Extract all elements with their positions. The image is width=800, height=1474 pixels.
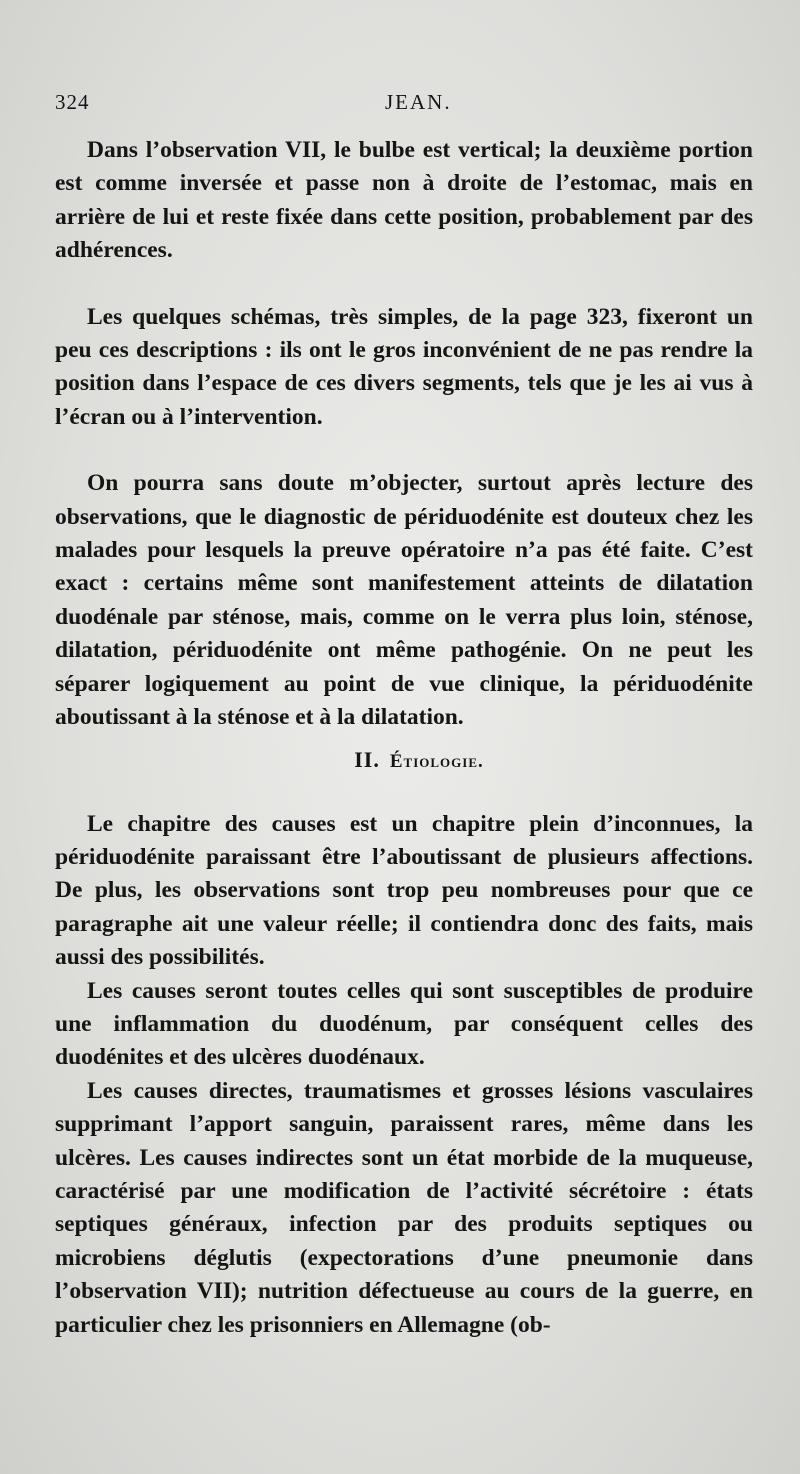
paragraph-causes-intro: Le chapitre des causes est un chapitre plein d’inconnues, la périduodénite paraissant être l’aboutissant de plusieurs affections. De plus, les observations sont trop peu nombreuses pour que ce paragraphe ait une valeur réelle; il contiendra donc des faits, mais aussi des possibilités.	[55, 810, 753, 971]
section-heading	[55, 743, 753, 778]
paragraph-causes-inflammation: Les causes seront toutes celles qui sont susceptibles de produire une inflammation du duodénum, par conséquent celles des duodénites et des ulcères duodénaux.	[55, 977, 753, 1071]
running-title: JEAN.	[385, 90, 452, 114]
paragraph-causes-directes: Les causes directes, traumatismes et grosses lésions vasculaires supprimant l’apport sanguin, paraissent rares, même dans les ulcères. Les causes indirectes sont un état morbide de la muqueuse, caractérisé par une modification de l’activité sécrétoire : états septiques généraux, infection par des produits septiques ou microbiens déglutis (expectorations d’une pneumonie dans l’observation VII); nutrition défectueuse au cours de la guerre, en particulier chez les prisonniers en Allemagne (ob-	[55, 1077, 753, 1338]
body-text	[55, 134, 753, 1342]
page-number: 324	[55, 90, 90, 114]
section-title: Étiologie.	[389, 750, 484, 772]
section-number: II.	[354, 746, 380, 772]
paragraph-schemas: Les quelques schémas, très simples, de la page 323, fixeront un peu ces descriptions : ils ont le gros inconvénient de ne pas rendre la position dans l’espace de ces divers segments, tels que je les ai vus à l’écran ou à l’intervention.	[55, 303, 753, 430]
running-head	[55, 90, 755, 120]
paragraph-diagnostic: On pourra sans doute m’objecter, surtout après lecture des observations, que le diagnostic de périduodénite est douteux chez les malades pour lesquels la preuve opératoire n’a pas été faite. C’est exact : certains même sont manifestement atteints de dilatation duodénale par sténose, mais, comme on le verra plus loin, sténose, dilatation, périduodénite ont même pathogénie. On ne peut les séparer logiquement au point de vue clinique, la périduodénite aboutissant à la sténose et à la dilatation.	[55, 470, 753, 731]
paragraph-observation-vii: Dans l’observation VII, le bulbe est vertical; la deuxième portion est comme inversée et passe non à droite de l’estomac, mais en arrière de lui et reste fixée dans cette position, probablement par des adhérences.	[55, 137, 753, 264]
